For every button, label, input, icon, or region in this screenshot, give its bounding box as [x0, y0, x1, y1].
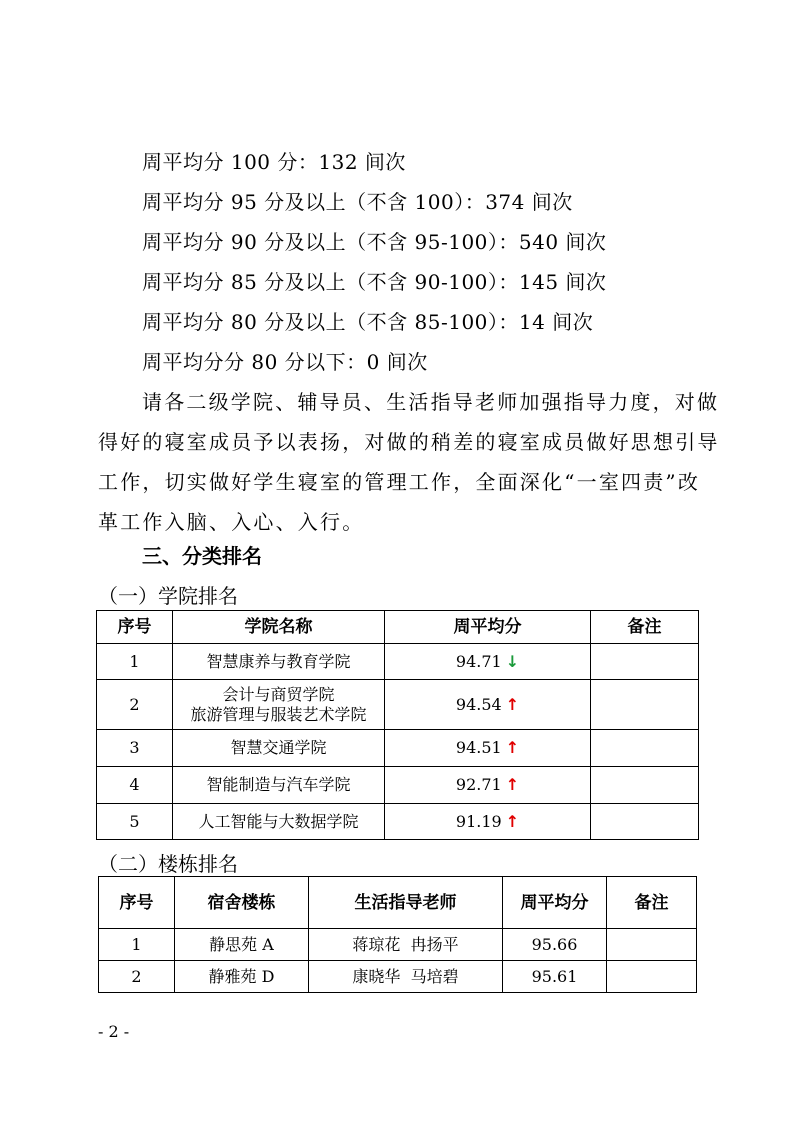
college-name-cell [173, 767, 385, 804]
trend-down-icon: ↓ [505, 651, 520, 671]
score-cell [385, 730, 591, 767]
header-cell: 学院名称 [173, 611, 385, 644]
rank-cell: 5 [97, 804, 173, 840]
score-value: 94.54 [455, 694, 502, 714]
table-row [97, 644, 699, 680]
header-cell: 周平均分 [385, 611, 591, 644]
score-cell [385, 644, 591, 680]
table-header-row [97, 611, 699, 644]
rank-cell: 1 [99, 929, 175, 961]
college-name: 智慧交通学院 [230, 738, 327, 757]
paragraph-line: 革工作入脑、入心、入行。 [98, 510, 365, 534]
score-value: 94.71 [455, 651, 502, 671]
note-cell [591, 680, 699, 730]
header-cell: 周平均分 [503, 877, 607, 929]
score-value: 91.19 [455, 811, 502, 831]
score-value: 94.51 [455, 738, 502, 757]
paragraph-line: 工作，切实做好学生寝室的管理工作，全面深化“一室四责”改 [98, 470, 701, 494]
score-value: 92.71 [455, 775, 502, 794]
table-row [99, 961, 697, 993]
score-line: 周平均分 80 分及以上（不含 85-100）：14 间次 [142, 310, 594, 334]
college-ranking-title: （一）学院排名 [98, 584, 238, 608]
score-line: 周平均分 100 分：132 间次 [142, 150, 406, 174]
note-cell [607, 929, 697, 961]
header-cell: 宿舍楼栋 [175, 877, 309, 929]
score-cell [385, 767, 591, 804]
trend-up-icon: ↑ [505, 694, 520, 714]
table-row [97, 730, 699, 767]
teacher-cell: 蒋琼花 冉扬平 [309, 929, 503, 961]
rank-cell: 2 [97, 680, 173, 730]
score-line: 周平均分 95 分及以上（不含 100）：374 间次 [142, 190, 573, 214]
score-line: 周平均分 90 分及以上（不含 95-100）：540 间次 [142, 230, 607, 254]
score-line: 周平均分 85 分及以上（不含 90-100）：145 间次 [142, 270, 607, 294]
college-name-cell [173, 804, 385, 840]
rank-cell: 2 [99, 961, 175, 993]
header-cell: 序号 [97, 611, 173, 644]
paragraph-line: 得好的寝室成员予以表扬，对做的稍差的寝室成员做好思想引导 [98, 430, 720, 454]
table-row [97, 767, 699, 804]
college-ranking-table [96, 610, 699, 840]
score-cell: 95.66 [503, 929, 607, 961]
note-cell [591, 730, 699, 767]
college-name: 人工智能与大数据学院 [198, 811, 359, 831]
note-cell [591, 644, 699, 680]
note-cell [607, 961, 697, 993]
note-cell [591, 804, 699, 840]
page-number: - 2 - [98, 1022, 130, 1041]
table-header-row [99, 877, 697, 929]
score-cell [385, 804, 591, 840]
header-cell: 序号 [99, 877, 175, 929]
trend-up-icon: ↑ [505, 811, 520, 831]
paragraph-line: 请各二级学院、辅导员、生活指导老师加强指导力度，对做 [142, 390, 720, 414]
rank-cell: 1 [97, 644, 173, 680]
building-ranking-table [98, 876, 697, 993]
building-cell: 静雅苑 D [175, 961, 309, 993]
header-cell: 备注 [607, 877, 697, 929]
score-line: 周平均分分 80 分以下：0 间次 [142, 350, 428, 374]
trend-up-icon: ↑ [505, 775, 520, 794]
college-name-cell [173, 730, 385, 767]
section-heading: 三、分类排名 [142, 544, 262, 568]
college-name-cell [173, 680, 385, 730]
college-name: 智慧康养与教育学院 [206, 651, 351, 671]
building-cell: 静思苑 A [175, 929, 309, 961]
table-row [97, 804, 699, 840]
college-name: 智能制造与汽车学院 [206, 775, 351, 794]
header-cell: 备注 [591, 611, 699, 644]
college-name-cell [173, 644, 385, 680]
table-row [99, 929, 697, 961]
note-cell [591, 767, 699, 804]
score-cell [385, 680, 591, 730]
teacher-cell: 康晓华 马培碧 [309, 961, 503, 993]
college-name: 旅游管理与服装艺术学院 [190, 704, 367, 724]
table-row [97, 680, 699, 730]
header-cell: 生活指导老师 [309, 877, 503, 929]
trend-up-icon: ↑ [505, 738, 520, 757]
score-cell: 95.61 [503, 961, 607, 993]
rank-cell: 3 [97, 730, 173, 767]
rank-cell: 4 [97, 767, 173, 804]
college-name: 会计与商贸学院 [222, 684, 335, 704]
building-ranking-title: （二）楼栋排名 [98, 852, 238, 876]
